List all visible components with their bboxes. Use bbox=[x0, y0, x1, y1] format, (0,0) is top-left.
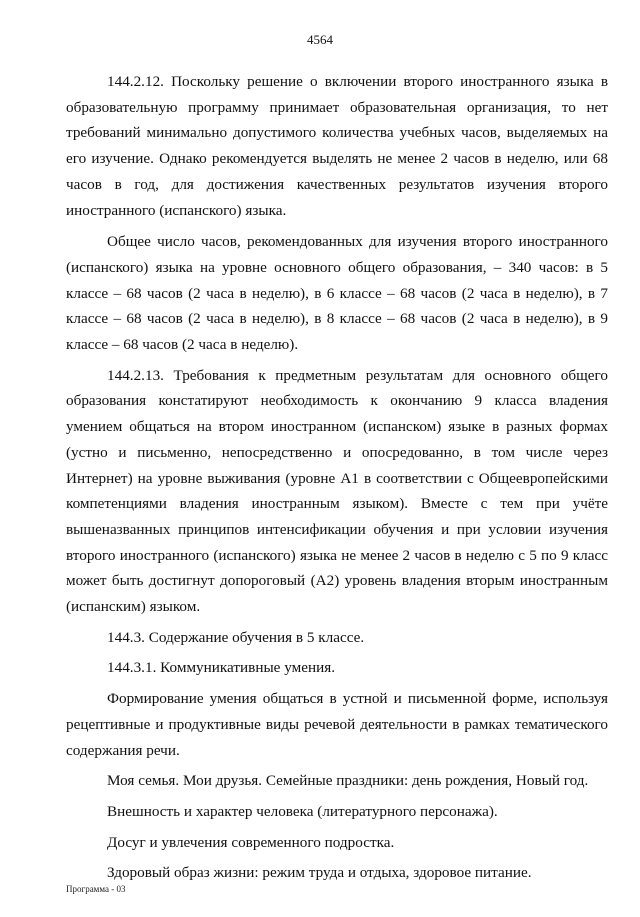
paragraph-communication-skills: Формирование умения общаться в устной и письменной форме, используя рецептивные и продуктивные виды речевой деятельности в рамках тематического содержания речи. bbox=[66, 690, 608, 759]
heading-144-3: 144.3. Содержание обучения в 5 классе. bbox=[107, 628, 365, 646]
topic-appearance: Внешность и характер человека (литературного персонажа). bbox=[107, 802, 498, 820]
paragraph-144-2-12: 144.2.12. Поскольку решение о включении второго иностранного языка в образовательную программу принимает образовательная организация, то нет требований минимально допустимого количества учебных часов, выделяемых на его изучение. Однако рекомендуется выделять не менее 2 часов в неделю, или 68 часов в год, для достижения качественных результатов изучения второго иностранного (испанского) языка. bbox=[66, 73, 608, 219]
topic-family: Моя семья. Мои друзья. Семейные праздники: день рождения, Новый год. bbox=[107, 772, 589, 790]
paragraph-total-hours: Общее число часов, рекомендованных для изучения второго иностранного (испанского) языка на уровне основного общего образования, – 340 часов: в 5 классе – 68 часов (2 часа в неделю), в 6 классе – 68 часов (2 часа в неделю), в 7 классе – 68 часов (2 часа в неделю), в 8 классе – 68 часов (2 часа в неделю), в 9 классе – 68 часов (2 часа в неделю). bbox=[66, 233, 608, 354]
topic-healthy-lifestyle: Здоровый образ жизни: режим труда и отдыха, здоровое питание. bbox=[107, 864, 532, 882]
document-body bbox=[66, 69, 608, 886]
page-number: 4564 bbox=[307, 32, 333, 47]
heading-144-3-1: 144.3.1. Коммуникативные умения. bbox=[107, 659, 335, 677]
paragraph-144-2-13: 144.2.13. Требования к предметным результатам для основного общего образования констатируют необходимость к окончанию 9 класса владения умением общаться на втором иностранном (испанском) языке в разных формах (устно и письменно, непосредственно и опосредованно, в том числе через Интернет) на уровне выживания (уровне А1 в соответствии с Общеевропейскими компетенциями владения иностранным языком). Вместе с тем при учёте вышеназванных принципов интенсификации обучения и при условии изучения второго иностранного (испанского) языка не менее 2 часов в неделю с 5 по 9 класс может быть достигнут допороговый (А2) уровень владения вторым иностранным (испанским) языком. bbox=[66, 366, 608, 616]
page-footer: Программа - 03 bbox=[66, 884, 126, 894]
topic-leisure: Досуг и увлечения современного подростка. bbox=[107, 833, 395, 851]
